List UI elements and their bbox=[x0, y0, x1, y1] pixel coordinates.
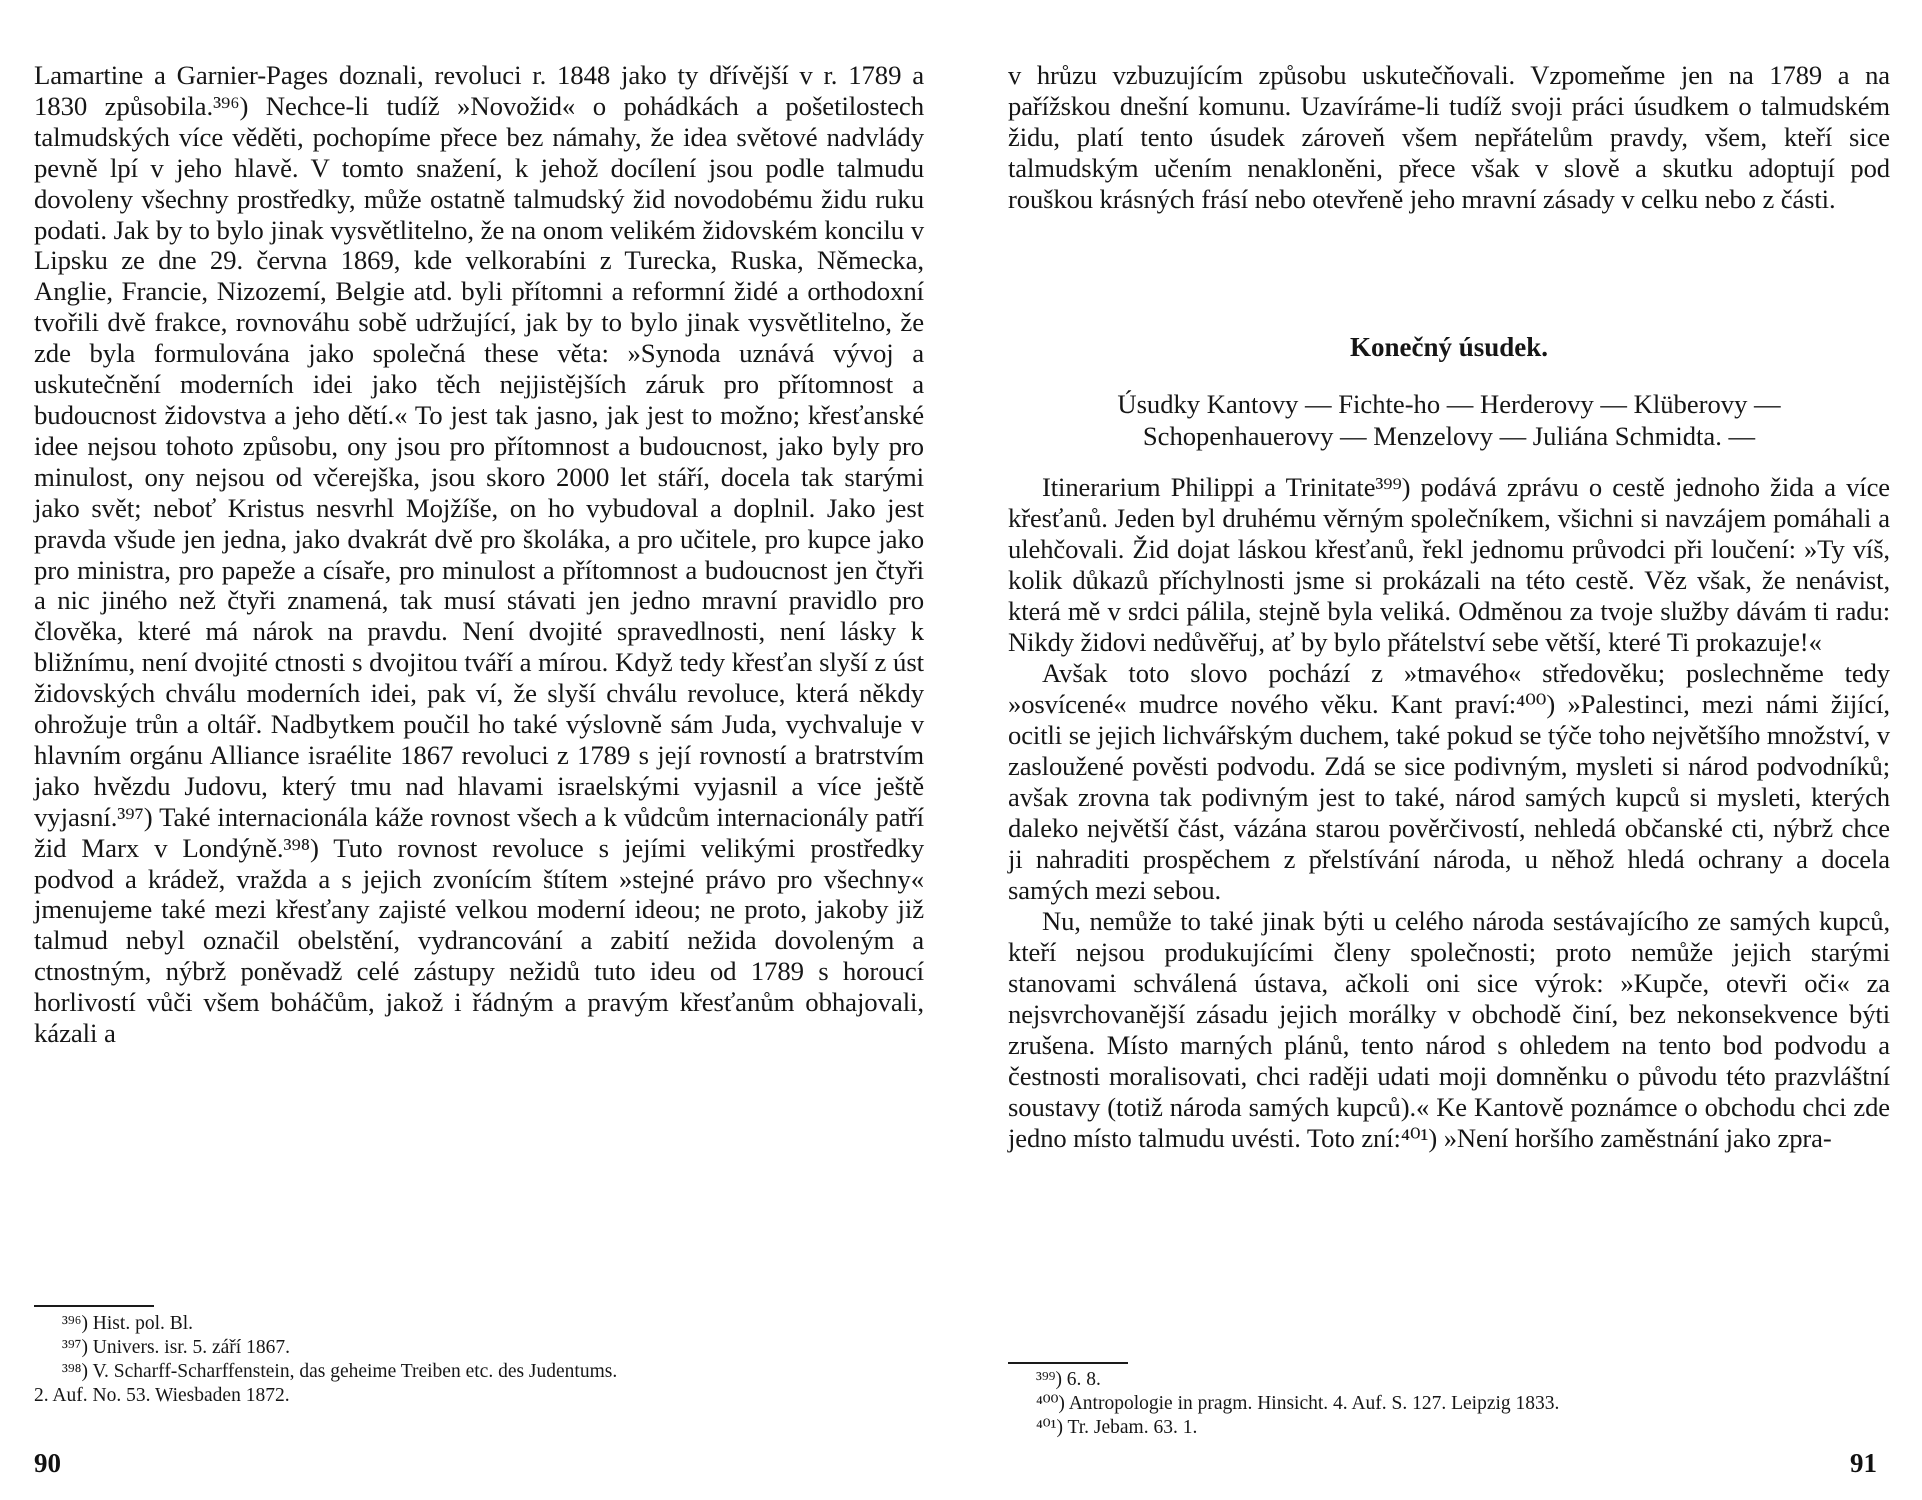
left-footnotes bbox=[34, 1312, 924, 1408]
footnote-401: ⁴⁰¹) Tr. Jebam. 63. 1. bbox=[1036, 1417, 1198, 1438]
right-page-body bbox=[1008, 472, 1890, 1154]
right-footnote-rule bbox=[1008, 1362, 1128, 1364]
left-page bbox=[34, 60, 924, 1049]
footnote-400: ⁴⁰⁰) Antropologie in pragm. Hinsicht. 4. Auf. S. 127. Leipzig 1833. bbox=[1036, 1393, 1560, 1414]
footnote-398-continuation: 2. Auf. No. 53. Wiesbaden 1872. bbox=[34, 1385, 290, 1406]
left-page-body bbox=[34, 60, 924, 1049]
left-footnote-rule bbox=[34, 1305, 154, 1307]
right-paragraph-1: Itinerarium Philippi a Trinitate³⁹⁹) podává zprávu o cestě jednoho žida a více křesťanů. Jeden byl druhému věrným společníkem, všichni si navzájem pomáhali a ulehčovali. Žid dojat láskou křesťanů, řekl jednomu průvodci při loučení: »Ty víš, kolik důkazů příchylnosti jsme si prokázali na této cestě. Věz však, že nenávist, která mě v srdci pálila, stejně byla veliká. Odměnou za tvoje služby dávám ti radu: Nikdy židovi nedůvěřuj, ať by bylo přátelství sebe větší, které Ti prokazuje!« bbox=[1008, 472, 1890, 657]
footnote-398: ³⁹⁸) V. Scharff-Scharffenstein, das geheime Treiben etc. des Judentums. bbox=[62, 1361, 618, 1382]
right-page-opening bbox=[1008, 60, 1890, 215]
chapter-subtitle-line-1: Úsudky Kantovy — Fichte-ho — Herderovy — Klüberovy — bbox=[1117, 389, 1781, 419]
left-page-number: 90 bbox=[34, 1448, 61, 1478]
right-footnotes bbox=[1008, 1368, 1890, 1440]
footnote-399: ³⁹⁹) 6. 8. bbox=[1036, 1369, 1101, 1390]
footnote-396: ³⁹⁶) Hist. pol. Bl. bbox=[62, 1313, 194, 1334]
left-paragraph: Lamartine a Garnier-Pages doznali, revoluci r. 1848 jako ty dřívější v r. 1789 a 1830 způsobila.³⁹⁶) Nechce-li tudíž »Novožid« o pohádkách a pošetilostech talmudských více věděti, pochopíme přece bez námahy, že idea světové nadvlády pevně lpí v jeho hlavě. V tomto snažení, k jehož docílení jsou podle talmudu dovoleny všechny prostředky, může ostatně talmudský žid novodobému židu ruku podati. Jak by to bylo jinak vysvětlitelno, že na onom velikém židovském koncilu v Lipsku ze dne 29. června 1869, kde velkorabíni z Turecka, Ruska, Německa, Anglie, Francie, Nizozemí, Belgie atd. byli přítomni a reformní židé a orthodoxní tvořili dvě frakce, rovnováhu sobě udržující, jak by to bylo jinak vysvětlitelno, že zde byla formulována jako společná these věta: »Synoda uznává vývoj a uskutečnění moderních idei jako těch nejjistějších záruk pro přítomnost a budoucnost židovstva a jeho dětí.« To jest tak jasno, jak jest to možno; křesťanské idee nejsou tohoto způsobu, ony jsou pro přítomnost a budoucnost, jako byly pro minulost, ony nejsou od včerejška, jsou skoro 2000 let stáří, docela tak starými jako svět; neboť Kristus nesvrhl Mojžíše, on ho vybudoval a doplnil. Jako jest pravda všude jen jedna, jako dvakrát dvě pro školáka, a pro učitele, pro kupce jako pro ministra, pro papeže a císaře, pro minulost a přítomnost a budoucnost jen čtyři a nic jiného než čtyři znamená, tak musí stávati jen jedno mravní pravidlo pro člověka, které má nárok na pravdu. Není dvojité spravedlnosti, není lásky k bližnímu, není dvojité ctnosti s dvojitou tváří a mírou. Když tedy křesťan slyší z úst židovských chválu moderních idei, pak ví, že slyší chválu revoluce, která někdy ohrožuje trůn a oltář. Nadbytkem poučil ho také výslovně sám Juda, vychvaluje v hlavním orgánu Alliance israélite 1867 revoluci z 1789 s její rovností a bratrstvím jako hvězdu Judovu, který tmu nad hlavami israelskými vyjasnil a více ještě vyjasní.³⁹⁷) Také internacionála káže rovnost všech a k vůdcům internacionály patří žid Marx v Londýně.³⁹⁸) Tuto rovnost revoluce s jejími velikými prostředky podvod a krádež, vražda a s jejich zvonícím štítem »stejné právo pro všechny« jmenujeme také mezi křesťany zajisté velkou moderní ideou; ne proto, jakoby již talmud nebyl označil obelstění, vydrancování a zabití nežida dovoleným a ctnostným, nýbrž poněvadž celé zástupy nežidů tuto ideu od 1789 s horoucí horlivostí vůči všem boháčům, jakož i řádným a pravým křesťanům obhajovali, kázali a bbox=[34, 60, 924, 1049]
chapter-heading: Konečný úsudek. bbox=[1349, 332, 1549, 362]
right-opening-paragraph: v hrůzu vzbuzujícím způsobu uskutečňovali. Vzpomeňme jen na 1789 a na pařížskou dnešní komunu. Uzavíráme-li tudíž svoji práci úsudkem o talmudském židu, platí tento úsudek zároveň všem nepřátelům pravdy, všem, kteří sice talmudským učením nenakloněni, přece však v slově a skutku adoptují pod rouškou krásných frásí nebo otevřeně jeho mravní zásady v celku nebo z části. bbox=[1008, 60, 1890, 214]
right-page-number: 91 bbox=[1850, 1448, 1877, 1478]
right-paragraph-3: Nu, nemůže to také jinak býti u celého národa sestávajícího ze samých kupců, kteří nejsou produkujícími členy společnosti; proto nemůže jejich starými stanovami schválená ústava, ačkoli oni sice výrok: »Kupče, otevři oči« za nejsvrchovanější zásadu jejich morálky v obchodě činí, bez nekonsekvence býti zrušena. Místo marných plánů, tento národ s ohledem na tento bod podvodu a čestnosti moralisovati, chci raději udati moji domněnku o původu této prazvláštní soustavy (totiž národa samých kupců).« Ke Kantově poznámce o obchodu chci zde jedno místo talmudu uvésti. Toto zní:⁴⁰¹) »Není horšího zaměstnání jako zpra- bbox=[1008, 906, 1890, 1153]
right-paragraph-2: Avšak toto slovo pochází z »tmavého« středověku; poslechněme tedy »osvícené« mudrce nového věku. Kant praví:⁴⁰⁰) »Palestinci, mezi námi žijící, ocitli se jejich lichvářským duchem, také pokud se týče toho největšího množství, v zasloužené pověsti podvodu. Zdá se sice podivným, mysleti si národ podvodníků; avšak zrovna tak podivným jest to také, národ samých kupců si mysleti, kterých daleko největší část, vázána starou pověrčivostí, nehledá občanské cti, nýbrž chce ji nahraditi prospěchem z přelstívání národa, u něhož hledá ochrany a docela samých mezi sebou. bbox=[1008, 658, 1890, 905]
footnote-397: ³⁹⁷) Univers. isr. 5. září 1867. bbox=[62, 1337, 290, 1358]
chapter-subtitle-line-2: Schopenhauerovy — Menzelovy — Juliána Schmidta. — bbox=[1142, 421, 1756, 451]
right-page bbox=[1008, 60, 1890, 1460]
